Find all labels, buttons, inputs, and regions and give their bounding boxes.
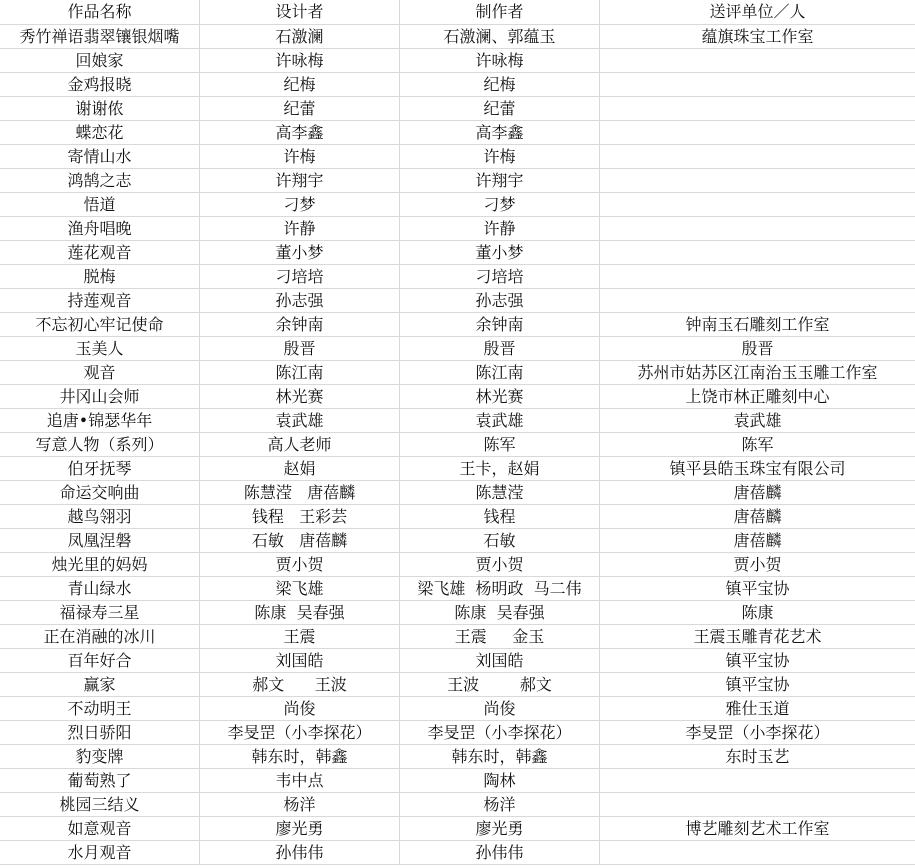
- submitter-cell[interactable]: [600, 217, 915, 241]
- work-name-cell[interactable]: 凤凰涅磐: [0, 529, 200, 553]
- submitter-cell[interactable]: 陈康: [600, 601, 915, 625]
- work-name-cell[interactable]: 烛光里的妈妈: [0, 553, 200, 577]
- maker-cell[interactable]: 韩东时，韩鑫: [400, 745, 600, 769]
- submitter-cell[interactable]: 上饶市林正雕刻中心: [600, 385, 915, 409]
- submitter-cell[interactable]: [600, 793, 915, 817]
- maker-cell[interactable]: 王震 金玉: [400, 625, 600, 649]
- work-name-cell[interactable]: 寄情山水: [0, 145, 200, 169]
- submitter-cell[interactable]: 王震玉雕青花艺术: [600, 625, 915, 649]
- submitter-cell[interactable]: [600, 193, 915, 217]
- designer-cell[interactable]: 陈慧滢 唐蓓麟: [200, 481, 400, 505]
- maker-cell[interactable]: 廖光勇: [400, 817, 600, 841]
- work-name-cell[interactable]: 水月观音: [0, 841, 200, 865]
- designer-cell[interactable]: 高人老师: [200, 433, 400, 457]
- maker-cell[interactable]: 陈江南: [400, 361, 600, 385]
- maker-cell[interactable]: 殷晋: [400, 337, 600, 361]
- maker-cell[interactable]: 孙志强: [400, 289, 600, 313]
- maker-cell[interactable]: 余钟南: [400, 313, 600, 337]
- maker-cell[interactable]: 王波 郝文: [400, 673, 600, 697]
- designer-cell[interactable]: 王震: [200, 625, 400, 649]
- maker-cell[interactable]: 陈慧滢: [400, 481, 600, 505]
- maker-cell[interactable]: 杨洋: [400, 793, 600, 817]
- work-name-cell[interactable]: 谢谢侬: [0, 97, 200, 121]
- maker-cell[interactable]: 石敏: [400, 529, 600, 553]
- submitter-cell[interactable]: [600, 97, 915, 121]
- designer-cell[interactable]: 郝文 王波: [200, 673, 400, 697]
- designer-cell[interactable]: 刁梦: [200, 193, 400, 217]
- designer-cell[interactable]: 纪蕾: [200, 97, 400, 121]
- maker-cell[interactable]: 陈康 吴春强: [400, 601, 600, 625]
- header-cell-work-name[interactable]: 作品名称: [0, 0, 200, 25]
- maker-cell[interactable]: 钱程: [400, 505, 600, 529]
- work-name-cell[interactable]: 赢家: [0, 673, 200, 697]
- work-name-cell[interactable]: 葡萄熟了: [0, 769, 200, 793]
- work-name-cell[interactable]: 莲花观音: [0, 241, 200, 265]
- designer-cell[interactable]: 陈康 吴春强: [200, 601, 400, 625]
- submitter-cell[interactable]: [600, 769, 915, 793]
- submitter-cell[interactable]: [600, 121, 915, 145]
- maker-cell[interactable]: 刁梦: [400, 193, 600, 217]
- maker-cell[interactable]: 陈军: [400, 433, 600, 457]
- designer-cell[interactable]: 许梅: [200, 145, 400, 169]
- submitter-cell[interactable]: 博艺雕刻艺术工作室: [600, 817, 915, 841]
- maker-cell[interactable]: 王卡，赵娟: [400, 457, 600, 481]
- header-cell-designer[interactable]: 设计者: [200, 0, 400, 25]
- designer-cell[interactable]: 廖光勇: [200, 817, 400, 841]
- work-name-cell[interactable]: 正在消融的冰川: [0, 625, 200, 649]
- designer-cell[interactable]: 殷晋: [200, 337, 400, 361]
- maker-cell[interactable]: 刘国皓: [400, 649, 600, 673]
- submitter-cell[interactable]: 东时玉艺: [600, 745, 915, 769]
- maker-cell[interactable]: 董小梦: [400, 241, 600, 265]
- designer-cell[interactable]: 韦中点: [200, 769, 400, 793]
- work-name-cell[interactable]: 伯牙抚琴: [0, 457, 200, 481]
- maker-cell[interactable]: 袁武雄: [400, 409, 600, 433]
- submitter-cell[interactable]: 苏州市姑苏区江南治玉玉雕工作室: [600, 361, 915, 385]
- work-name-cell[interactable]: 秀竹禅语翡翠镶银烟嘴: [0, 25, 200, 49]
- work-name-cell[interactable]: 回娘家: [0, 49, 200, 73]
- submitter-cell[interactable]: [600, 289, 915, 313]
- designer-cell[interactable]: 林光赛: [200, 385, 400, 409]
- designer-cell[interactable]: 贾小贺: [200, 553, 400, 577]
- work-name-cell[interactable]: 持莲观音: [0, 289, 200, 313]
- work-name-cell[interactable]: 命运交响曲: [0, 481, 200, 505]
- work-name-cell[interactable]: 脱梅: [0, 265, 200, 289]
- work-name-cell[interactable]: 不忘初心牢记使命: [0, 313, 200, 337]
- work-name-cell[interactable]: 追唐•锦瑟华年: [0, 409, 200, 433]
- submitter-cell[interactable]: 陈军: [600, 433, 915, 457]
- designer-cell[interactable]: 韩东时，韩鑫: [200, 745, 400, 769]
- maker-cell[interactable]: 许静: [400, 217, 600, 241]
- designer-cell[interactable]: 许翔宇: [200, 169, 400, 193]
- designer-cell[interactable]: 石激澜: [200, 25, 400, 49]
- designer-cell[interactable]: 孙志强: [200, 289, 400, 313]
- designer-cell[interactable]: 刁培培: [200, 265, 400, 289]
- maker-cell[interactable]: 陶林: [400, 769, 600, 793]
- designer-cell[interactable]: 孙伟伟: [200, 841, 400, 865]
- maker-cell[interactable]: 孙伟伟: [400, 841, 600, 865]
- submitter-cell[interactable]: 袁武雄: [600, 409, 915, 433]
- maker-cell[interactable]: 李旻罡（小李探花）: [400, 721, 600, 745]
- maker-cell[interactable]: 石激澜、郭蕴玉: [400, 25, 600, 49]
- work-name-cell[interactable]: 金鸡报晓: [0, 73, 200, 97]
- submitter-cell[interactable]: 雅仕玉道: [600, 697, 915, 721]
- work-name-cell[interactable]: 福禄寿三星: [0, 601, 200, 625]
- designer-cell[interactable]: 钱程 王彩芸: [200, 505, 400, 529]
- maker-cell[interactable]: 贾小贺: [400, 553, 600, 577]
- header-cell-maker[interactable]: 制作者: [400, 0, 600, 25]
- work-name-cell[interactable]: 悟道: [0, 193, 200, 217]
- submitter-cell[interactable]: 镇平宝协: [600, 649, 915, 673]
- work-name-cell[interactable]: 青山绿水: [0, 577, 200, 601]
- designer-cell[interactable]: 许静: [200, 217, 400, 241]
- submitter-cell[interactable]: 唐蓓麟: [600, 529, 915, 553]
- work-name-cell[interactable]: 玉美人: [0, 337, 200, 361]
- submitter-cell[interactable]: 蕴旗珠宝工作室: [600, 25, 915, 49]
- submitter-cell[interactable]: [600, 49, 915, 73]
- designer-cell[interactable]: 梁飞雄: [200, 577, 400, 601]
- designer-cell[interactable]: 高李鑫: [200, 121, 400, 145]
- submitter-cell[interactable]: [600, 241, 915, 265]
- submitter-cell[interactable]: 镇平县皓玉珠宝有限公司: [600, 457, 915, 481]
- submitter-cell[interactable]: [600, 841, 915, 865]
- designer-cell[interactable]: 尚俊: [200, 697, 400, 721]
- submitter-cell[interactable]: 钟南玉石雕刻工作室: [600, 313, 915, 337]
- designer-cell[interactable]: 袁武雄: [200, 409, 400, 433]
- maker-cell[interactable]: 刁培培: [400, 265, 600, 289]
- work-name-cell[interactable]: 如意观音: [0, 817, 200, 841]
- maker-cell[interactable]: 纪梅: [400, 73, 600, 97]
- work-name-cell[interactable]: 百年好合: [0, 649, 200, 673]
- designer-cell[interactable]: 纪梅: [200, 73, 400, 97]
- submitter-cell[interactable]: 贾小贺: [600, 553, 915, 577]
- work-name-cell[interactable]: 不动明王: [0, 697, 200, 721]
- submitter-cell[interactable]: [600, 169, 915, 193]
- work-name-cell[interactable]: 井冈山会师: [0, 385, 200, 409]
- designer-cell[interactable]: 刘国皓: [200, 649, 400, 673]
- submitter-cell[interactable]: [600, 73, 915, 97]
- maker-cell[interactable]: 高李鑫: [400, 121, 600, 145]
- maker-cell[interactable]: 林光赛: [400, 385, 600, 409]
- maker-cell[interactable]: 梁飞雄 杨明政 马二伟: [400, 577, 600, 601]
- designer-cell[interactable]: 石敏 唐蓓麟: [200, 529, 400, 553]
- work-name-cell[interactable]: 观音: [0, 361, 200, 385]
- submitter-cell[interactable]: 李旻罡（小李探花）: [600, 721, 915, 745]
- maker-cell[interactable]: 纪蕾: [400, 97, 600, 121]
- submitter-cell[interactable]: [600, 265, 915, 289]
- work-name-cell[interactable]: 豹变牌: [0, 745, 200, 769]
- maker-cell[interactable]: 许咏梅: [400, 49, 600, 73]
- designer-cell[interactable]: 余钟南: [200, 313, 400, 337]
- work-name-cell[interactable]: 渔舟唱晚: [0, 217, 200, 241]
- submitter-cell[interactable]: 唐蓓麟: [600, 481, 915, 505]
- work-name-cell[interactable]: 鸿鹄之志: [0, 169, 200, 193]
- work-name-cell[interactable]: 越鸟翎羽: [0, 505, 200, 529]
- maker-cell[interactable]: 许翔宇: [400, 169, 600, 193]
- designer-cell[interactable]: 许咏梅: [200, 49, 400, 73]
- maker-cell[interactable]: 尚俊: [400, 697, 600, 721]
- designer-cell[interactable]: 李旻罡（小李探花）: [200, 721, 400, 745]
- header-cell-submitter[interactable]: 送评单位／人: [600, 0, 915, 25]
- designer-cell[interactable]: 陈江南: [200, 361, 400, 385]
- submitter-cell[interactable]: 镇平宝协: [600, 577, 915, 601]
- submitter-cell[interactable]: 殷晋: [600, 337, 915, 361]
- submitter-cell[interactable]: 镇平宝协: [600, 673, 915, 697]
- work-name-cell[interactable]: 桃园三结义: [0, 793, 200, 817]
- designer-cell[interactable]: 杨洋: [200, 793, 400, 817]
- maker-cell[interactable]: 许梅: [400, 145, 600, 169]
- submitter-cell[interactable]: 唐蓓麟: [600, 505, 915, 529]
- submitter-cell[interactable]: [600, 145, 915, 169]
- designer-cell[interactable]: 赵娟: [200, 457, 400, 481]
- work-name-cell[interactable]: 烈日骄阳: [0, 721, 200, 745]
- work-name-cell[interactable]: 蝶恋花: [0, 121, 200, 145]
- work-name-cell[interactable]: 写意人物（系列）: [0, 433, 200, 457]
- designer-cell[interactable]: 董小梦: [200, 241, 400, 265]
